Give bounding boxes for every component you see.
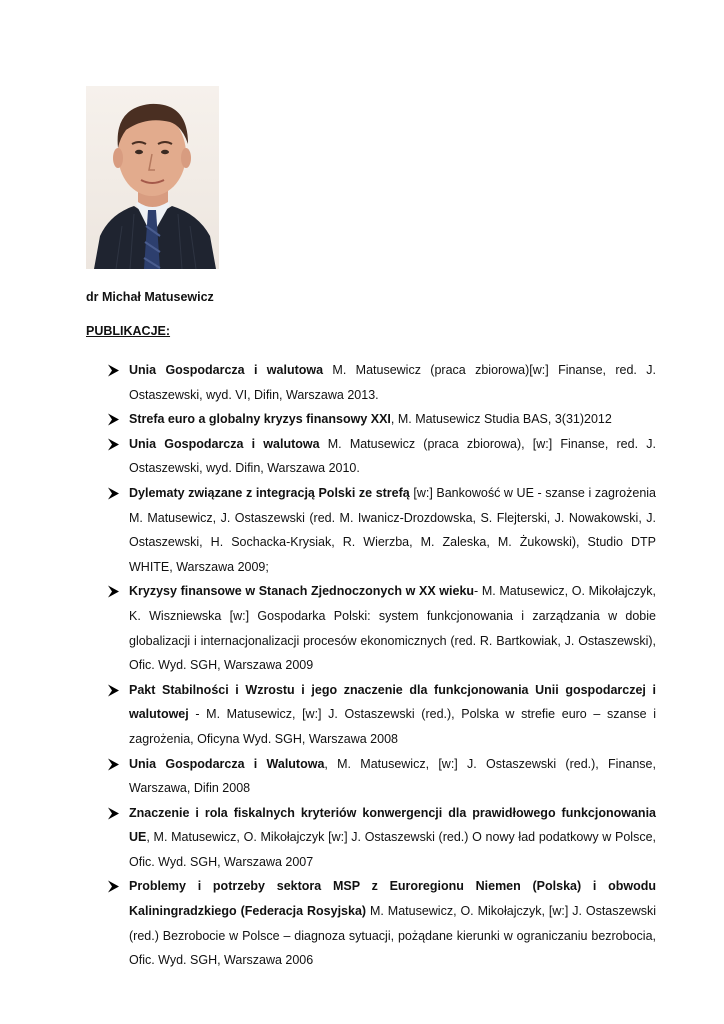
publication-item xyxy=(107,407,656,432)
arrowhead-bullet-icon xyxy=(107,364,120,377)
publication-item xyxy=(107,579,656,677)
author-portrait-photo xyxy=(86,86,219,269)
publication-item xyxy=(107,432,656,481)
arrowhead-bullet-icon xyxy=(107,585,120,598)
publications-list xyxy=(107,358,656,973)
publication-details: - M. Matusewicz, [w:] J. Ostaszewski (red.), Polska w strefie euro – szanse i zagrożenia, Oficyna Wyd. SGH, Warszawa 2008 xyxy=(129,707,656,746)
publication-details: [w:] Bankowość w UE - szanse i zagrożenia M. Matusewicz, J. Ostaszewski (red. M. Iwanicz-Drozdowska, S. Flejterski, J. Nowakowski, J. Ostaszewski, H. Sochacka-Krysiak, R. Wierzba, M. Zaleska, M. Żukowski), Studio DTP WHITE, Warszawa 2009; xyxy=(129,485,656,574)
publication-item xyxy=(107,801,656,875)
arrowhead-bullet-icon xyxy=(107,438,120,451)
publication-title: Kryzysy finansowe w Stanach Zjednoczonych w XX wieku xyxy=(129,584,475,599)
publication-details: M. Matusewicz (praca zbiorowa), [w:] Finanse, red. J. Ostaszewski, wyd. Difin, Warszawa 2010. xyxy=(129,436,656,476)
publication-title: Znaczenie i rola fiskalnych kryteriów konwergencji dla prawidłowego funkcjonowania UE xyxy=(129,805,656,845)
publication-title: Strefa euro a globalny kryzys finansowy XXI xyxy=(129,412,391,427)
author-name: dr Michał Matusewicz xyxy=(86,290,214,304)
publication-details: , M. Matusewicz, O. Mikołajczyk [w:] J. Ostaszewski (red.) O nowy ład podatkowy w Polsce, Ofic. Wyd. SGH, Warszawa 2007 xyxy=(129,830,656,869)
arrowhead-bullet-icon xyxy=(107,487,120,500)
arrowhead-bullet-icon xyxy=(107,880,120,893)
portrait-illustration xyxy=(86,86,219,269)
publication-title: Unia Gospodarcza i walutowa xyxy=(129,363,324,377)
arrowhead-bullet-icon xyxy=(107,684,120,697)
arrowhead-bullet-icon xyxy=(107,758,120,771)
publication-details: , M. Matusewicz, [w:] J. Ostaszewski (red.), Finanse, Warszawa, Difin 2008 xyxy=(129,756,656,796)
publication-title: Unia Gospodarcza i Walutowa xyxy=(129,756,325,771)
publication-details: - M. Matusewicz, O. Mikołajczyk, K. Wiszniewska [w:] Gospodarka Polski: system funkcjonowania i zarządzania w dobie globalizacji i internacjonalizacji procesów ekonomicznych (red. R. Bartkowiak, J. Ostaszewski), Ofic. Wyd. SGH, Warszawa 2009 xyxy=(129,584,657,673)
publication-item xyxy=(107,481,656,579)
publication-title: Unia Gospodarcza i walutowa xyxy=(129,436,320,451)
arrowhead-bullet-icon xyxy=(107,413,120,426)
publication-details: , M. Matusewicz Studia BAS, 3(31)2012 xyxy=(390,412,612,427)
publication-title: Problemy i potrzeby sektora MSP z Euroregionu Niemen (Polska) i obwodu Kaliningradzkiego (Federacja Rosyjska) xyxy=(129,879,656,919)
publication-details: M. Matusewicz (praca zbiorowa)[w:] Finanse, red. J. Ostaszewski, wyd. VI, Difin, Warszawa 2013. xyxy=(129,363,656,402)
publication-details: M. Matusewicz, O. Mikołajczyk, [w:] J. Ostaszewski (red.) Bezrobocie w Polsce – diagnoza sytuacji, pożądane kierunki w ograniczaniu bezrobocia, Ofic. Wyd. SGH, Warszawa 2006 xyxy=(129,904,656,968)
publication-item xyxy=(107,678,656,752)
publication-item xyxy=(107,752,656,801)
publication-title: Pakt Stabilności i Wzrostu i jego znaczenie dla funkcjonowania Unii gospodarczej i walutowej xyxy=(129,682,656,722)
arrowhead-bullet-icon xyxy=(107,807,120,820)
publications-heading: PUBLIKACJE: xyxy=(86,324,171,338)
publication-item xyxy=(107,874,656,972)
publication-item xyxy=(107,358,656,407)
publication-title: Dylematy związane z integracją Polski ze strefą xyxy=(129,485,410,500)
